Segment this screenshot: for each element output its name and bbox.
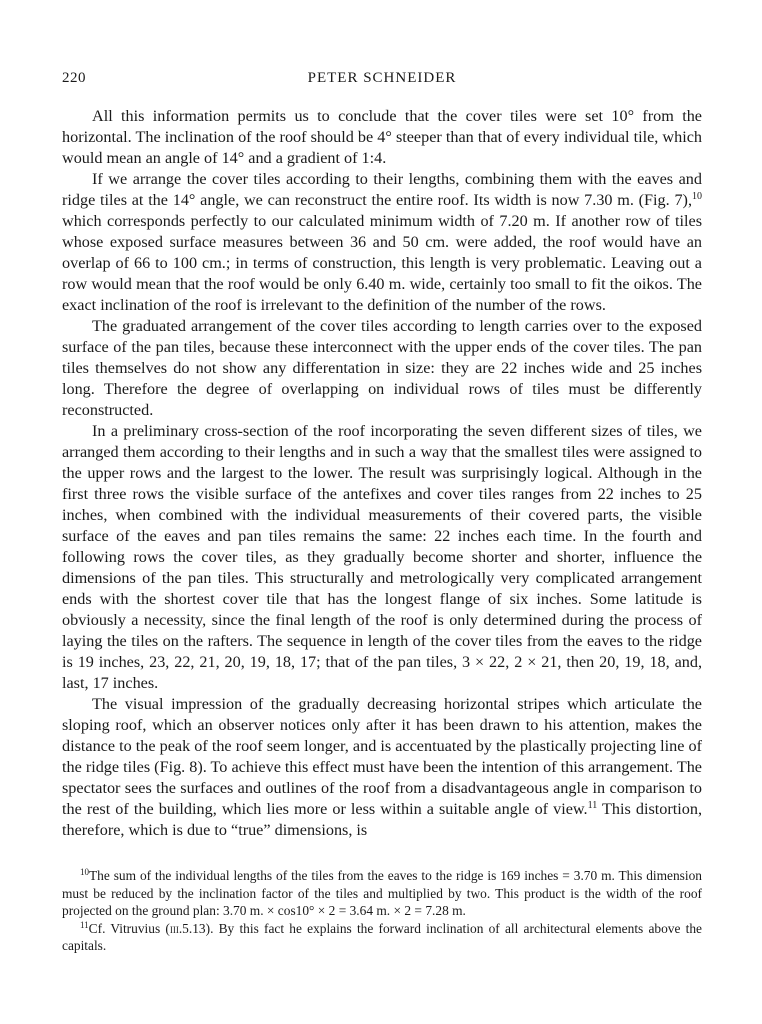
page-header	[62, 70, 702, 92]
page-number: 220	[62, 70, 86, 86]
footnote-10-mark: 10	[80, 867, 89, 877]
body-text	[62, 106, 702, 841]
footnote-11-mark: 11	[80, 919, 89, 930]
paragraph-4-text: In a preliminary cross-section of the roof incorporating the seven different sizes of tiles, we arranged them according to their lengths and in such a way that the smallest tiles were assigned to the upper rows and the largest to the lower. The result was surprisingly logical. Although in the first three rows the visible surface of the antefixes and cover tiles ranges from 22 inches to 25 inches, when combined with the individual measurements of their covered parts, the visible surface of the eaves and pan tiles remains the same: 22 inches each time. In the fourth and following rows the cover tiles, as they gradually become shorter and shorter, influence the dimensions of the pan tiles. This structurally and metrologically very complicated arrangement ends with the shortest cover tile that has the longest flange of six inches. Some latitude is obviously a necessity, since the final length of the roof is only determined during the process of laying the tiles on the rafters. The sequence in length of the cover tiles from the eaves to the ridge is 19 inches, 23, 22, 21, 20, 19, 18, 17; that of the pan tiles, 3 × 22, 2 × 21, then 20, 19, 18, and, last, 17 inches.	[62, 422, 702, 692]
footnote-10	[62, 867, 702, 920]
paragraph-5-text-a: The visual impression of the gradually decreasing horizontal stripes which articulate the sloping roof, which an observer notices only after it has been drawn to his attention, makes the distance to the peak of the roof seem longer, and is accentuated by the plastically projecting line of the ridge tiles (Fig. 8). To achieve this effect must have been the intention of this arrangement. The spectator sees the surfaces and outlines of the roof from a disadvantageous angle in comparison to the rest of the building, which lies more or less within a suitable angle of view.	[62, 695, 702, 818]
footnote-11	[62, 920, 702, 955]
paragraph-4	[62, 421, 702, 694]
footnote-ref-11[interactable]: 11	[587, 800, 598, 811]
footnotes	[62, 867, 702, 955]
paragraph-5	[62, 694, 702, 841]
paragraph-5-text-b: This distortion, therefore, which is due to “true” dimensions, is	[62, 800, 702, 839]
paragraph-2-text-b: which corresponds perfectly to our calculated minimum width of 7.20 m. If another row of tiles whose exposed surface measures between 36 and 50 cm. were added, the roof would have an overlap of 66 to 100 cm.; in terms of construction, this length is very problematic. Leaving out a row would mean that the roof would be only 6.40 m. wide, certainly too small to fit the oikos. The exact inclination of the roof is irrelevant to the definition of the number of the rows.	[62, 212, 702, 314]
paragraph-1	[62, 106, 702, 169]
document-page	[62, 70, 702, 955]
paragraph-3-text: The graduated arrangement of the cover tiles according to length carries over to the exposed surface of the pan tiles, because these interconnect with the upper ends of the cover tiles. The pan tiles themselves do not show any differentation in size: they are 22 inches wide and 25 inches long. Therefore the degree of overlapping on individual rows of tiles must be differently reconstructed.	[62, 317, 702, 419]
paragraph-2-text-a: If we arrange the cover tiles according to their lengths, combining them with the eaves and ridge tiles at the 14° angle, we can reconstruct the entire roof. Its width is now 7.30 m. (Fig. 7),	[62, 170, 702, 209]
paragraph-3	[62, 316, 702, 421]
footnote-11-text-a: Cf. Vitruvius (	[88, 920, 170, 936]
footnote-11-text-b: ). By this fact he explains the forward inclination of all architectural elements above the capitals.	[62, 920, 702, 953]
paragraph-2	[62, 169, 702, 316]
running-head: PETER SCHNEIDER	[307, 70, 457, 86]
paragraph-1-text: All this information permits us to conclude that the cover tiles were set 10° from the horizontal. The inclination of the roof should be 4° steeper than that of every individual tile, which would mean an angle of 14° and a gradient of 1:4.	[62, 107, 702, 167]
footnote-10-text: The sum of the individual lengths of the tiles from the eaves to the ridge is 169 inches = 3.70 m. This dimension must be reduced by the inclination factor of the tiles and multiplied by two. This product is the width of the roof projected on the ground plan: 3.70 m. × cos10° × 2 = 3.64 m. × 2 = 7.28 m.	[62, 868, 702, 918]
footnote-11-citation: iii.5.13	[169, 920, 206, 936]
footnote-ref-10[interactable]: 10	[692, 191, 702, 202]
